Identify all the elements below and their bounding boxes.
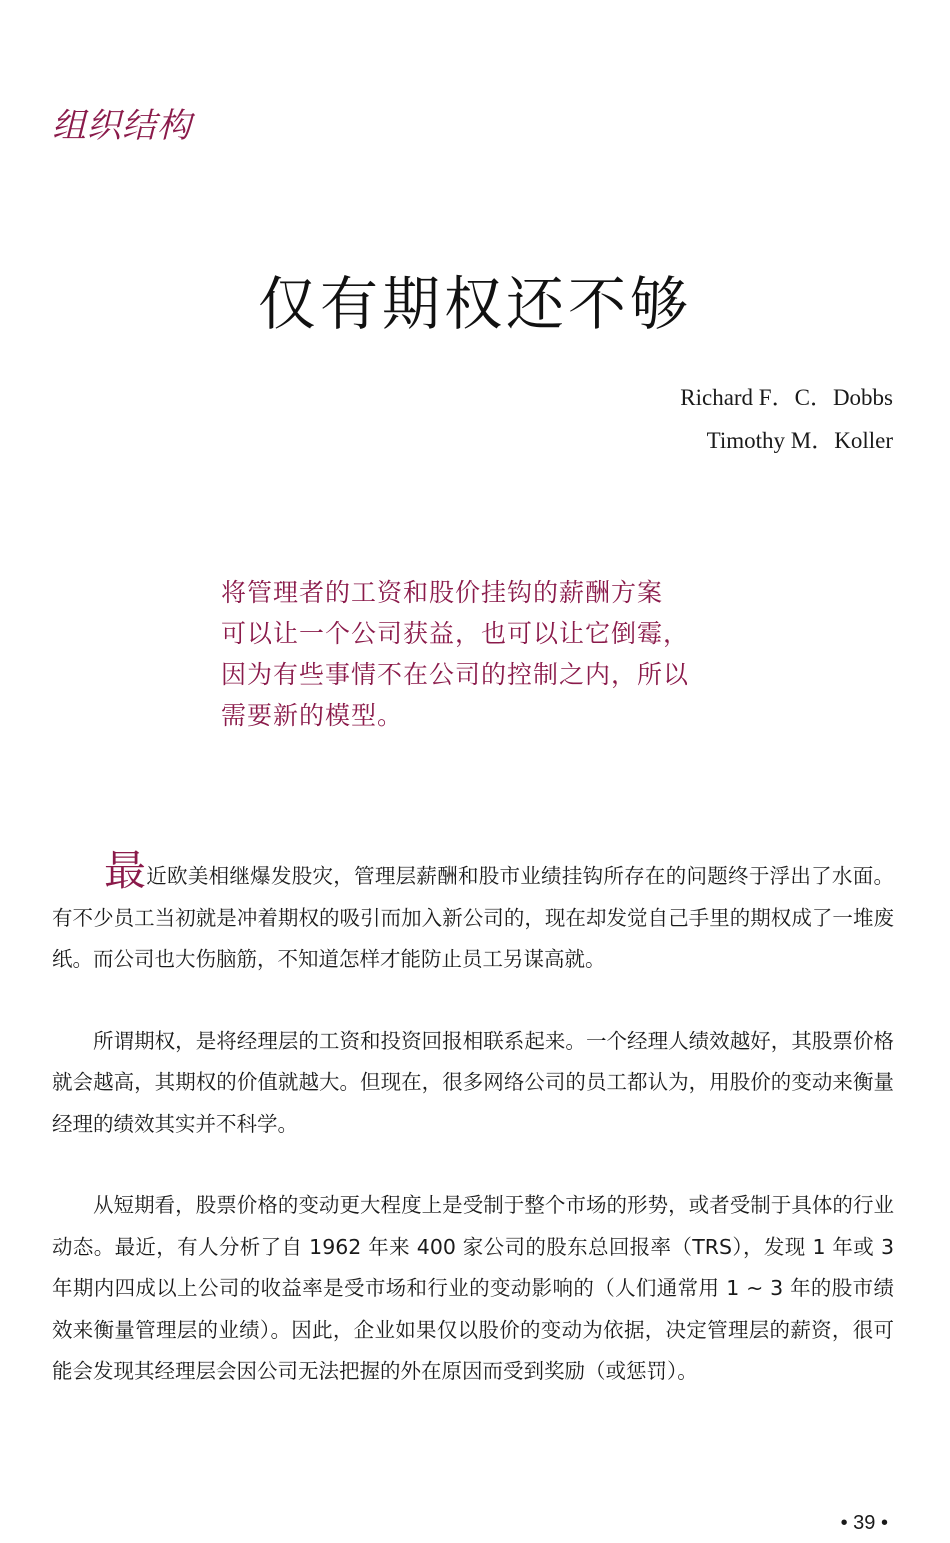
drop-cap: 最 (104, 846, 147, 895)
paragraph-text: 近欧美相继爆发股灾，管理层薪酬和股市业绩挂钩所存在的问题终于浮出了水面。有不少员工当初就是冲着期权的吸引而加入新公司的，现在却发觉自己手里的期权成了一堆废纸。而公司也大伤脑筋，不知道怎样才能防止员工另谋高就。 (52, 864, 894, 971)
article-body (52, 848, 894, 1393)
body-paragraph: 从短期看，股票价格的变动更大程度上是受制于整个市场的形势，或者受制于具体的行业动态。最近，有人分析了自 1962 年来 400 家公司的股东总回报率（TRS），发现 1 年或 3 年期内四成以上公司的收益率是受市场和行业的变动影响的（人们通常用 1 ~ 3 年的股市绩效来衡量管理层的业绩）。因此，企业如果仅以股价的变动为依据，决定管理层的薪资，很可能会发现其经理层会因公司无法把握的外在原因而受到奖励（或惩罚）。 (52, 1193, 894, 1383)
body-paragraph: 所谓期权，是将经理层的工资和投资回报相联系起来。一个经理人绩效越好，其股票价格就会越高，其期权的价值就越大。但现在，很多网络公司的员工都认为，用股价的变动来衡量经理的绩效其实并不科学。 (52, 1028, 894, 1136)
summary-line: 需要新的模型。 (221, 701, 404, 730)
article-summary (221, 572, 731, 736)
summary-line: 将管理者的工资和股价挂钩的薪酬方案 (221, 578, 664, 607)
body-paragraph (52, 848, 894, 981)
author-name: Richard F．C．Dobbs (680, 385, 893, 410)
summary-line: 可以让一个公司获益，也可以让它倒霉， (221, 619, 690, 648)
page-number: • 39 • (840, 1512, 888, 1534)
author-name: Timothy M．Koller (706, 428, 893, 453)
section-label: 组织结构 (52, 106, 192, 146)
article-title: 仅有期权还不够 (257, 269, 692, 338)
author-list (680, 376, 893, 462)
summary-line: 因为有些事情不在公司的控制之内，所以 (221, 660, 690, 689)
